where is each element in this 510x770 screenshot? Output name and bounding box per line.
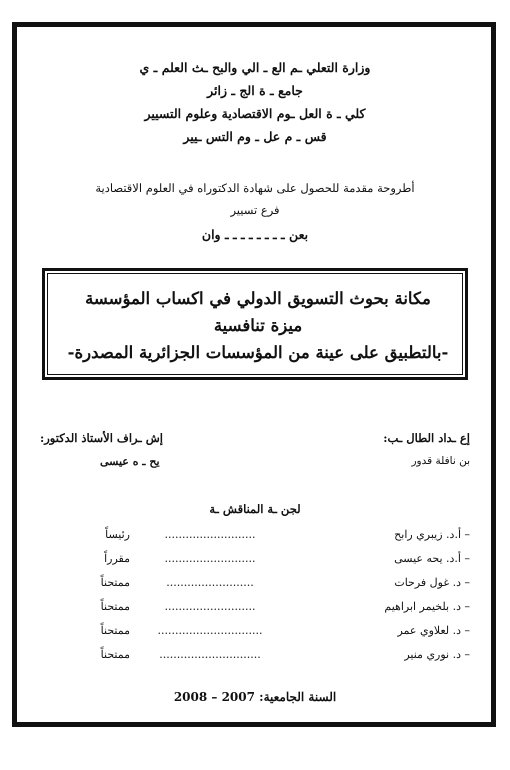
committee-member-role: ممتحناً: [100, 648, 130, 661]
committee-member-role: رئيساً: [105, 528, 130, 541]
committee-member-role: مقرراً: [104, 552, 130, 565]
university-name: جامع ـ ة الج ـ زائر: [207, 83, 303, 98]
thesis-title-line-1: مكانة بحوث التسويق الدولي في اكساب المؤسسة: [85, 289, 431, 308]
committee-member-dots: ..........................: [164, 552, 256, 565]
committee-member-name: – د. لعلاوي عمر: [397, 624, 470, 637]
committee-member-name: – أ.د. زيبري رابح: [394, 528, 470, 541]
student-label: إع ـداد الطال ـب:: [383, 431, 470, 445]
thesis-purpose: أطروحة مقدمة للحصول على شهادة الدكتوراه في العلوم الاقتصادية: [95, 181, 415, 195]
committee-member-name: – أ.د. يحه عيسى: [394, 552, 470, 565]
committee-member-dots: .........................: [166, 576, 254, 589]
title-prefix: بعن ـ ـ ـ ـ ـ ـ ـ ـ وان: [201, 227, 309, 242]
thesis-title-line-2: ميزة تنافسية: [213, 316, 303, 335]
supervisor-label: إش ـراف الأستاذ الدكتور:: [40, 431, 163, 445]
committee-member-dots: ..........................: [164, 600, 256, 613]
committee-title: لجن ـة المناقش ـة: [209, 502, 301, 516]
committee-member-dots: .............................: [159, 648, 261, 661]
supervisor-name: يح ـ ه عيسى: [100, 455, 160, 468]
committee-member-name: – د. نوري منير: [404, 648, 470, 661]
committee-member-role: ممتحناً: [100, 624, 130, 637]
ministry-name: وزارة التعلي ـم الع ـ الي والبح ـث العلم ـ ي: [139, 60, 371, 75]
department-name: قس ـ م عل ـ وم التس ـيير: [183, 129, 327, 144]
committee-member-dots: ..............................: [157, 624, 263, 637]
thesis-title-box: [42, 268, 468, 380]
committee-member-name: – د. بلخيمر ابراهيم: [384, 600, 470, 613]
committee-member-role: ممتحناً: [100, 600, 130, 613]
student-name: بن نافلة قدور: [411, 455, 470, 467]
academic-year: السنة الجامعية: 2007 – 2008: [173, 690, 337, 704]
thesis-branch: فرع تسيير: [230, 203, 280, 217]
committee-member-name: – د. غول فرحات: [394, 576, 470, 589]
faculty-name: كلي ـ ة العل ـوم الاقتصادية وعلوم التسيير: [144, 106, 366, 121]
thesis-title-line-3: -بالتطبيق على عينة من المؤسسات الجزائرية المصدرة-: [67, 343, 449, 362]
committee-member-dots: ..........................: [164, 528, 256, 541]
committee-member-role: ممتحناً: [100, 576, 130, 589]
